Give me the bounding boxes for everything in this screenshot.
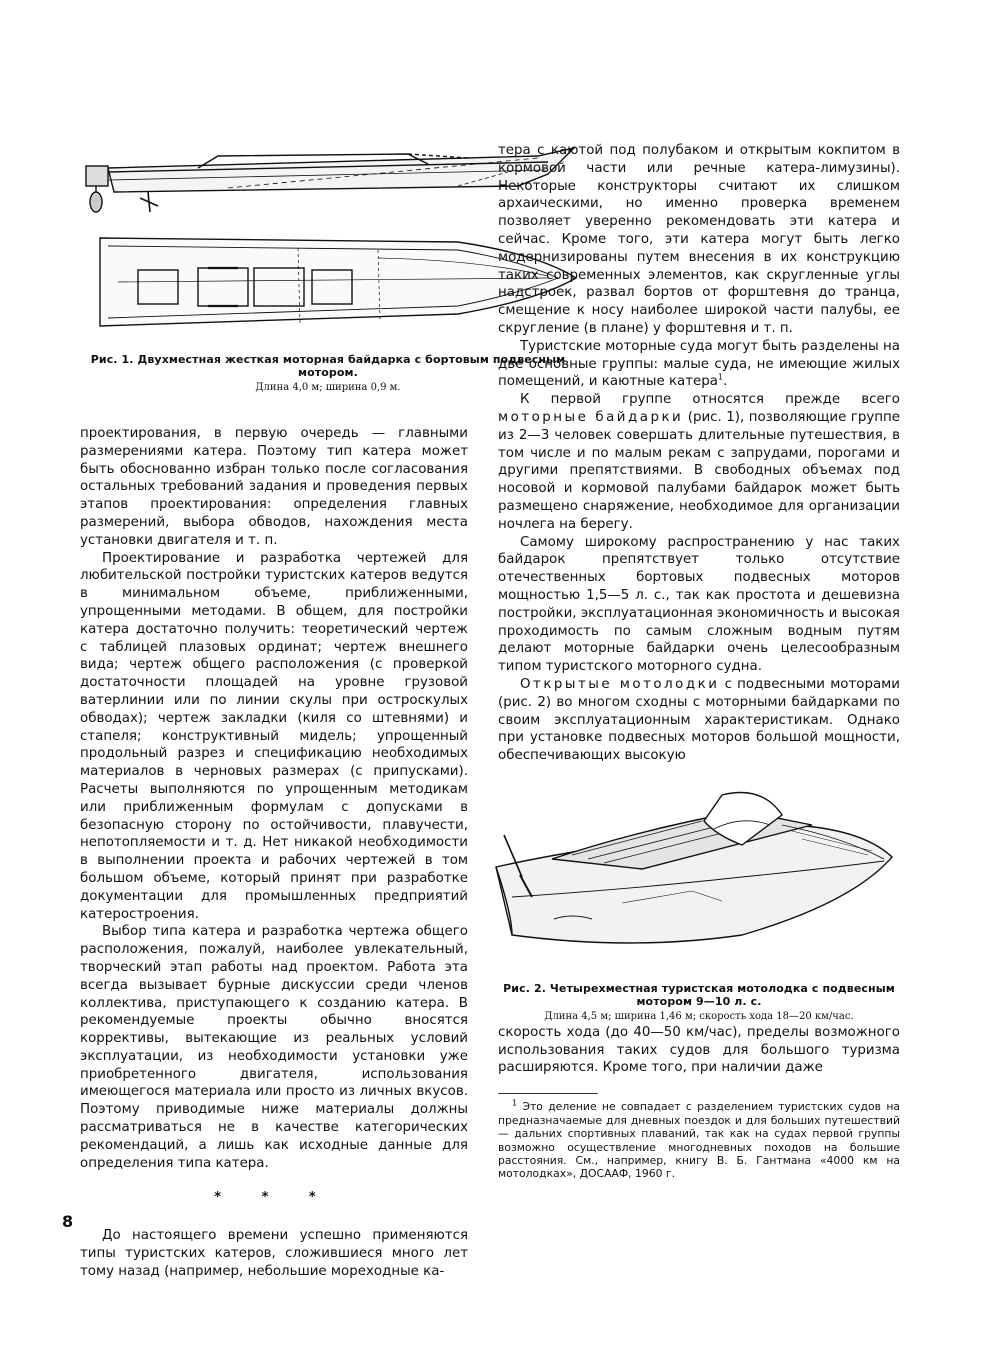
- right-paragraph-3: Самому широкому распространению у нас таких байдарок препятствует только отсутствие отечественных бортовых подвесных моторов мощностью 1,5—5 л. с., так как простота и дешевизна постройки, эксплуатационная экономичность и высокая проходимость по самым сложным водным путям делают моторные байдарки очень целесообразным типом туристского моторного судна.: [498, 534, 900, 675]
- figure-1-caption-title: Рис. 1. Двухместная жесткая моторная байдарка с бортовым подвесным мотором.: [90, 353, 566, 379]
- section-separator: * * *: [214, 1190, 334, 1206]
- footnote-text: Это деление не совпадает с разделением туристских судов на предназначаемые для дневных поездок и для больших путешествий — дальних спортивных плаваний, так как на судах первой группы возможно осуществление многодневных походов на большие расстояния. См., например, книгу В. Б. Гантмана «4000 км на мотолодках», ДОСААФ, 1960 г.: [498, 1100, 900, 1181]
- left-column: [80, 425, 468, 1281]
- right-paragraph-0: тера с каютой под полубаком и открытым кокпитом в кормовой части или речные катера-лимузины). Некоторые конструкторы считают их слишком архаическими, но именно проверка временем позволяет уверенно рекомендовать эти катера и сейчас. Кроме того, эти катера могут быть легко модернизированы путем внесения в их конструкцию таких современных элементов, как скругленные углы надстроек, развал бортов от форштевня до транца, смещение к носу наиболее широкой части палубы, ее скругление (в плане) у форштевня и т. п.: [498, 143, 900, 336]
- right-paragraph-1-end: .: [723, 374, 728, 390]
- figure-2-caption-title: Рис. 2. Четырехместная туристская мотолодка с подвесным мотором 9—10 л. с.: [503, 981, 895, 1008]
- right-column: [498, 142, 900, 1181]
- figure-2-motorboat-drawing: [492, 785, 896, 980]
- spaced-term-open-boats: Открытые мотолодки: [520, 676, 720, 692]
- footnote-reference: 1: [718, 372, 724, 382]
- right-paragraph-2-post: (рис. 1), позволяющие группе из 2—3 человек совершать длительные путешествия, в том числе и по малым рекам с запрудами, порогами и другими препятствиями. В свободных объемах под носовой и кормовой палубами байдарок может быть размещено снаряжение, необходимое для организации ночлега на берегу.: [498, 409, 900, 532]
- right-paragraph-1-text: Туристские моторные суда могут быть разделены на две основные группы: малые суда, не имеющие жилых помещений, и каютные катера: [498, 338, 900, 390]
- footnote: [498, 1100, 900, 1180]
- page-number: 8: [62, 1212, 74, 1231]
- left-paragraph-1: проектирования, в первую очередь — главными размерениями катера. Поэтому тип катера может быть обоснованно избран только после согласования остальных требований задания и проведения первых этапов проектирования: определения главных размерений, выбора обводов, нахождения места установки двигателя и т. п.: [80, 426, 468, 548]
- footnote-divider: [498, 1093, 598, 1094]
- right-paragraph-2: [498, 391, 900, 533]
- figure-2-dimensions: Длина 4,5 м; ширина 1,46 м; скорость хода 18—20 км/час.: [544, 1010, 854, 1022]
- right-paragraph-4-post: с подвесными моторами (рис. 2) во многом сходны с моторными байдарками по своим эксплуатационным характеристикам. Однако при установке подвесных моторов большой мощности, обеспечивающих высокую: [498, 676, 900, 764]
- left-paragraph-4: До настоящего времени успешно применяются типы туристских катеров, сложившиеся много лет тому назад (например, небольшие мореходные ка-: [80, 1228, 468, 1280]
- right-paragraph-4: [498, 676, 900, 765]
- figure-2-caption: [498, 982, 900, 1024]
- right-paragraph-5: скорость хода (до 40—50 км/час), пределы возможного использования таких судов для большого туризма расширяются. Кроме того, при наличии даже: [498, 1024, 900, 1076]
- left-paragraph-3: Выбор типа катера и разработка чертежа общего расположения, пожалуй, наиболее увлекательный, творческий этап работы над проектом. Работа эта всегда вызывает бурные дискуссии среди членов коллектива, приступающего к созданию катера. В рекомендуемые проекты обычно вносятся коррективы, вытекающие из реальных условий эксплуатации, из необходимости установки уже приобретенного двигателя, использования имеющегося материала или просто из личных вкусов. Поэтому приводимые ниже материалы должны рассматриваться не в качестве категорических рекомендаций, а лишь как исходные данные для определения типа катера.: [80, 924, 468, 1171]
- right-paragraph-2-pre: К первой группе относятся прежде всего: [520, 392, 900, 408]
- figure-1-dimensions: Длина 4,0 м; ширина 0,9 м.: [255, 382, 401, 393]
- footnote-mark: 1: [512, 1098, 518, 1108]
- spaced-term-motor-kayaks: моторные байдарки: [498, 409, 684, 425]
- left-paragraph-2: Проектирование и разработка чертежей для любительской постройки туристских катеров ведутся в минимальном объеме, приближенными, упрощенными методами. В общем, для постройки катера достаточно получить: теоретический чертеж с таблицей плазовых ординат; чертеж внешнего вида; чертеж общего расположения (с проверкой достаточности площадей на уровне грузовой ватерлинии или по линии скулы при остроскулых обводах); чертеж закладки (киля со штевнями) и стапеля; конструктивный мидель; упрощенный продольный разрез и спецификацию необходимых материалов в черновых размерах (с припусками). Расчеты выполняются по упрощенным методикам или приближенным формулам с допусками в безопасную сторону по остойчивости, плавучести, непотопляемости и т. д. Нет никакой необходимости в выполнении проекта и рабочих чертежей в том большом объеме, который принят при разработке документации для промышленных предприятий катеростроения.: [80, 550, 468, 922]
- right-paragraph-1: [498, 338, 900, 391]
